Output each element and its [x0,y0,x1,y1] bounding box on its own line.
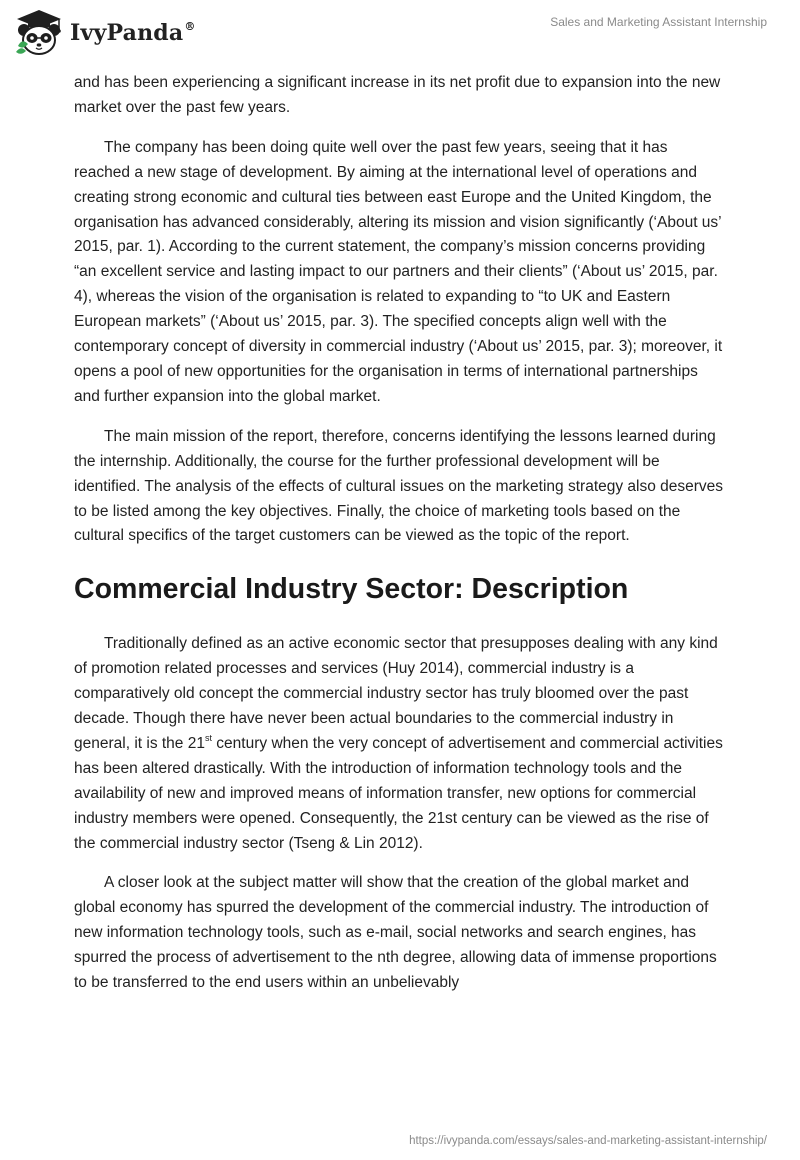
panda-graduate-icon [14,8,64,58]
registered-mark: ® [184,20,196,33]
document-title: Sales and Marketing Assistant Internship [550,15,767,29]
paragraph-4-part-1: Traditionally defined as an active economic sector that presupposes dealing with any kind of promotion related processes and services (Huy 2014), commercial industry is a comparatively old concept the commercial industry sector has truly bloomed over the past decade. Though there have never been actual boundaries to the commercial industry in general, it is the 21 [74,635,718,752]
ivypanda-logo[interactable] [14,8,196,58]
paragraph-3: The main mission of the report, therefore, concerns identifying the lessons learned during the internship. Additionally, the course for the further professional development will be identified. The analysis of the effects of cultural issues on the marketing strategy also deserves to be listed among the key objectives. Finally, the choice of marketing tools based on the cultural specifics of the target customers can be viewed as the topic of the report. [74,427,724,545]
paragraph-4-part-2: century when the very concept of advertisement and commercial activities has been altered drastically. With the introduction of information technology tools and the availability of new and improved means of information transfer, new options for commercial industry members were opened. Consequently, the 21st century can be viewed as the rise of the commercial industry sector (Tseng & Lin 2012). [74,734,723,852]
paragraph-1: and has been experiencing a significant increase in its net profit due to expansion into the new market over the past few years. [74,74,721,116]
essay-content [74,71,726,996]
page-header [0,0,800,66]
brand-name: IvyPanda® [70,20,196,46]
ordinal-superscript: st [204,732,212,743]
paragraph-2: The company has been doing quite well over the past few years, seeing that it has reached a new stage of development. By aiming at the international level of operations and creating strong economic and cultural ties between east Europe and the United Kingdom, the organisation has advanced considerably, altering its mission and vision significantly (‘About us’ 2015, par. 1). According to the current statement, the company’s mission concerns providing “an excellent service and lasting impact to our partners and their clients” (‘About us’ 2015, par. 4), whereas the vision of the organisation is related to expanding to “to UK and Eastern European markets” (‘About us’ 2015, par. 3). The specified concepts align well with the contemporary concept of diversity in commercial industry (‘About us’ 2015, par. 3); moreover, it opens a pool of new opportunities for the organisation in terms of international partnerships and further expansion into the global market. [74,138,723,405]
source-url-link[interactable]: https://ivypanda.com/essays/sales-and-marketing-assistant-internship/ [409,1135,767,1147]
section-heading: Commercial Industry Sector: Description [74,573,629,606]
paragraph-5: A closer look at the subject matter will show that the creation of the global market and global economy has spurred the development of the commercial industry. The introduction of new information technology tools, such as e-mail, social networks and search engines, has spurred the process of advertisement to the nth degree, allowing data of immense proportions to be transferred to the end users within an unbelievably [74,874,717,992]
paragraph-4 [74,632,726,856]
